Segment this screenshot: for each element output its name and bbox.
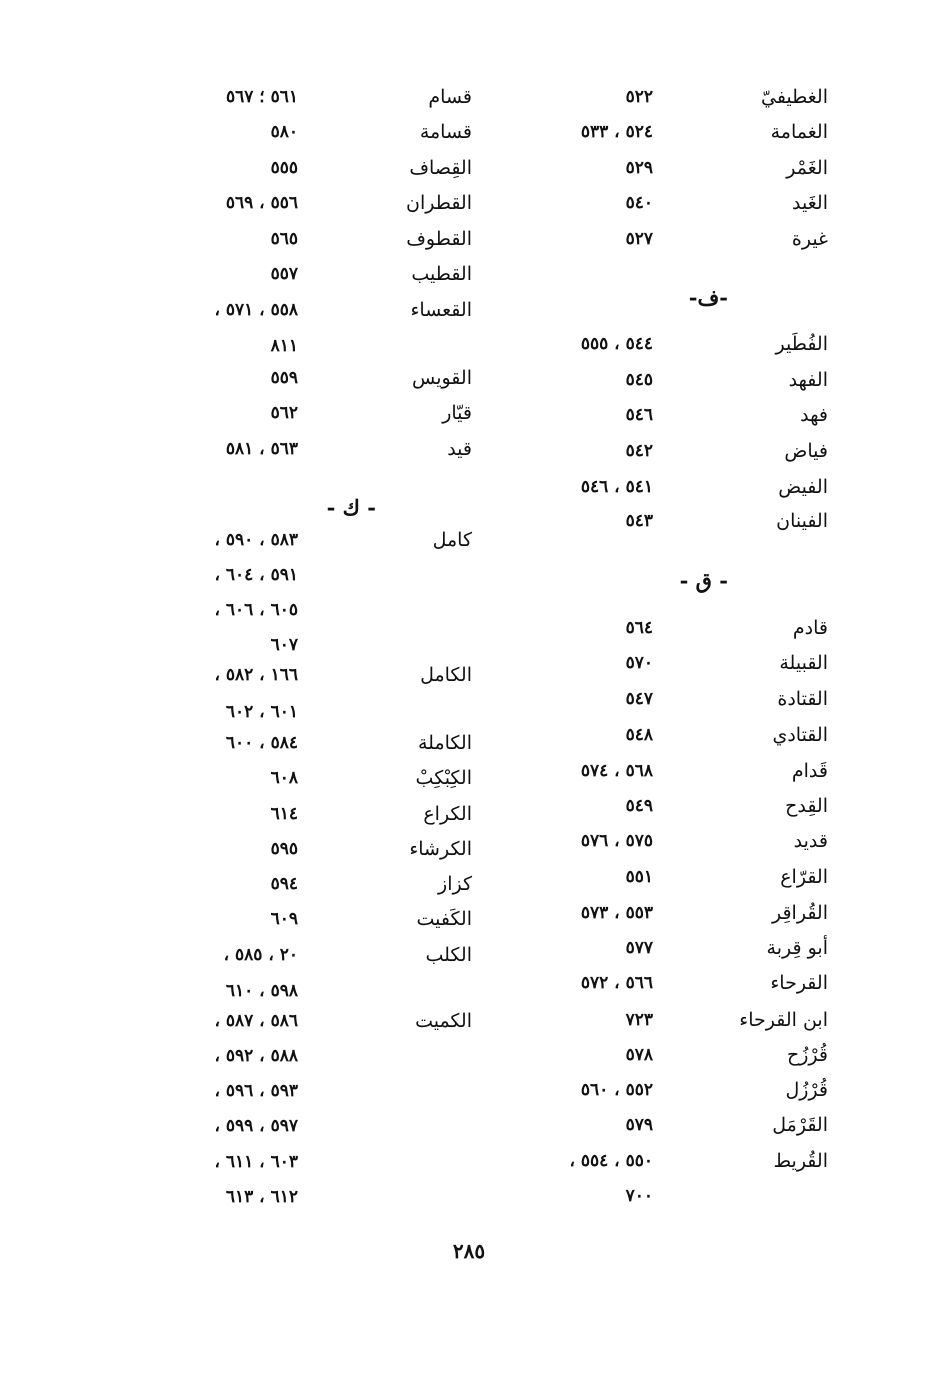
entry-name: الكرشاء: [409, 838, 472, 860]
entry-page-refs: ٦٠١ ، ٦٠٢: [225, 702, 298, 722]
entry-name: القتادة: [777, 688, 828, 710]
index-entry: [0, 331, 938, 361]
entry-page-refs: ٥٨٣ ، ٥٩٠ ،: [214, 530, 298, 550]
entry-name: قسامة: [419, 121, 472, 143]
index-entry: [0, 660, 938, 690]
page-number: ٢٨٥: [452, 1239, 486, 1263]
entry-page-refs: ٦١٢ ، ٦١٣: [225, 1187, 298, 1207]
entry-name: القطيب: [411, 263, 472, 285]
index-entry: [0, 560, 938, 590]
entry-page-refs: ٥٥٦ ، ٥٦٩: [225, 193, 298, 213]
entry-page-refs: ٥٢٢: [625, 87, 653, 107]
entry-name: غيرة: [791, 228, 828, 250]
index-entry: [0, 188, 938, 218]
entry-page-refs: ٥٨٤ ، ٦٠٠: [225, 733, 298, 753]
entry-page-refs: ٥٩٥: [270, 839, 298, 859]
index-entry: [0, 1006, 938, 1036]
entry-page-refs: ٥٢٤ ، ٥٣٣: [580, 122, 653, 142]
entry-name: الفيض: [778, 476, 828, 498]
entry-name: قادم: [792, 617, 828, 639]
entry-name: الفينان: [776, 510, 828, 532]
index-entry: [0, 1076, 938, 1106]
entry-page-refs: ٥٢٧: [625, 229, 653, 249]
entry-name: القُراقِر: [771, 902, 828, 924]
entry-name: قيد: [447, 438, 472, 460]
index-entry: [0, 976, 938, 1006]
entry-page-refs: ٥٤٢: [625, 441, 653, 461]
entry-name: الكلب: [425, 944, 472, 966]
entry-page-refs: ٦٠٩: [270, 909, 298, 929]
entry-page-refs: ٥٥٧: [270, 264, 298, 284]
entry-page-refs: ٥٤٠: [625, 193, 653, 213]
index-entry: [0, 869, 938, 899]
index-entry: [0, 1041, 938, 1071]
entry-page-refs: ٥٦٤: [625, 618, 653, 638]
entry-name: ابن القرحاء: [739, 1009, 828, 1031]
entry-name: القرّاع: [780, 866, 828, 888]
index-entry: [0, 834, 938, 864]
index-entry: [0, 117, 938, 147]
entry-name: قيّار: [442, 402, 472, 424]
entry-page-refs: ٢٠ ، ٥٨٥ ،: [223, 945, 298, 965]
entry-page-refs: ٥٤١ ، ٥٤٦: [580, 477, 653, 497]
entry-name: الكميت: [415, 1010, 472, 1032]
entry-name: القِدح: [785, 795, 828, 817]
index-entry: [0, 398, 938, 428]
entry-page-refs: ٥٤٨: [625, 725, 653, 745]
entry-name: كامل: [432, 529, 472, 551]
entry-page-refs: ٥٥٣ ، ٥٧٣: [580, 903, 653, 923]
entry-name: القِصاف: [409, 157, 472, 179]
index-entry: [0, 434, 938, 464]
entry-page-refs: ٥٧٥ ، ٥٧٦: [580, 831, 653, 851]
section-letter: -ف-: [688, 285, 728, 310]
entry-page-refs: ٥٥٥: [270, 158, 298, 178]
index-entry: [0, 940, 938, 970]
entry-page-refs: ٥٤٧: [625, 689, 653, 709]
index-entry: [0, 153, 938, 183]
entry-page-refs: ٥٢٩: [625, 158, 653, 178]
entry-page-refs: ٦٠٧: [270, 635, 298, 655]
index-entry: [0, 525, 938, 555]
entry-page-refs: ٥٥٩: [270, 368, 298, 388]
entry-page-refs: ٥٨٨ ، ٥٩٢ ،: [214, 1046, 298, 1066]
entry-name: القَرْمَل: [772, 1114, 828, 1136]
entry-page-refs: ٥٤٤ ، ٥٥٥: [580, 334, 653, 354]
entry-page-refs: ٥٦٢: [270, 403, 298, 423]
entry-name: القُريط: [773, 1150, 828, 1172]
entry-page-refs: ٥٦٥: [270, 229, 298, 249]
index-entry: [0, 1182, 938, 1212]
entry-name: الكاملة: [417, 732, 472, 754]
entry-page-refs: ٥٤٣: [625, 511, 653, 531]
entry-page-refs: ٦٠٥ ، ٦٠٦ ،: [214, 600, 298, 620]
index-entry: [0, 697, 938, 727]
entry-name: قُرْزُل: [785, 1079, 828, 1101]
index-entry: [0, 82, 938, 112]
entry-name: أبو قِربة: [766, 937, 828, 959]
section-letter: - ق -: [679, 568, 728, 593]
index-entry: [0, 799, 938, 829]
entry-name: القطوف: [406, 228, 472, 250]
entry-page-refs: ٥٩٣ ، ٥٩٦ ،: [214, 1081, 298, 1101]
index-entry: [0, 1147, 938, 1177]
entry-page-refs: ٥٧٩: [625, 1115, 653, 1135]
entry-name: فهد: [800, 404, 828, 426]
entry-page-refs: ٨١١: [270, 336, 298, 356]
index-entry: [0, 595, 938, 625]
entry-page-refs: ٥٤٦: [625, 405, 653, 425]
entry-page-refs: ٥٦٦ ، ٥٧٢: [580, 973, 653, 993]
entry-name: الغمامة: [770, 121, 828, 143]
entry-page-refs: ٥٩٨ ، ٦١٠: [225, 981, 298, 1001]
entry-name: القطران: [406, 192, 472, 214]
entry-page-refs: ٥٦١ ؛ ٥٦٧: [225, 87, 298, 107]
entry-page-refs: ٥٤٩: [625, 796, 653, 816]
entry-name: كزاز: [438, 873, 472, 895]
entry-name: القرحاء: [770, 972, 828, 994]
entry-page-refs: ٥٦٣ ، ٥٨١: [225, 439, 298, 459]
entry-page-refs: ١٦٦ ، ٥٨٢ ،: [214, 665, 298, 685]
entry-page-refs: ٥٥١: [625, 867, 653, 887]
index-entry: [0, 763, 938, 793]
entry-page-refs: ٥٩٧ ، ٥٩٩ ،: [214, 1116, 298, 1136]
entry-page-refs: ٦٠٨: [270, 768, 298, 788]
entry-page-refs: ٧٠٠: [625, 1186, 653, 1206]
entry-name: الفهد: [788, 369, 828, 391]
entry-name: القويس: [411, 367, 472, 389]
entry-name: الفُطَير: [775, 333, 828, 355]
section-heading-row: [0, 493, 938, 523]
entry-name: القعساء: [410, 299, 472, 321]
entry-page-refs: ٥٥٨ ، ٥٧١ ،: [214, 300, 298, 320]
section-letter: - ك -: [326, 495, 376, 520]
index-entry: [0, 295, 938, 325]
entry-page-refs: ٧٢٣: [625, 1010, 653, 1030]
index-entry: [0, 728, 938, 758]
entry-page-refs: ٥٧٧: [625, 938, 653, 958]
entry-name: الغَيد: [792, 192, 828, 214]
entry-page-refs: ٥٧٠: [625, 653, 653, 673]
entry-page-refs: ٥٧٨: [625, 1045, 653, 1065]
index-entry: [0, 224, 938, 254]
entry-name: القتادي: [772, 724, 828, 746]
entry-page-refs: ٥٥٠ ، ٥٥٤ ،: [569, 1151, 653, 1171]
index-entry: [0, 904, 938, 934]
entry-page-refs: ٦٠٣ ، ٦١١ ،: [214, 1152, 298, 1172]
entry-name: قديد: [793, 830, 828, 852]
entry-name: الكراع: [423, 803, 472, 825]
entry-page-refs: ٥٩٤: [270, 874, 298, 894]
entry-page-refs: ٥٨٦ ، ٥٨٧ ،: [214, 1011, 298, 1031]
entry-name: قُرْزُح: [786, 1044, 828, 1066]
entry-name: قسام: [428, 86, 472, 108]
entry-name: قَدام: [791, 760, 828, 782]
entry-page-refs: ٥٨٠: [270, 122, 298, 142]
index-entry: [0, 630, 938, 660]
entry-name: الكامل: [420, 664, 472, 686]
index-entry: [0, 259, 938, 289]
entry-page-refs: ٥٥٢ ، ٥٦٠: [580, 1080, 653, 1100]
entry-page-refs: ٦١٤: [270, 804, 298, 824]
entry-page-refs: ٥٩١ ، ٦٠٤ ،: [214, 565, 298, 585]
entry-name: القبيلة: [779, 652, 828, 674]
entry-name: الغَمْر: [786, 157, 828, 179]
index-entry: [0, 1111, 938, 1141]
entry-name: الكَفيت: [416, 908, 472, 930]
entry-name: فياض: [784, 440, 828, 462]
entry-page-refs: ٥٤٥: [625, 370, 653, 390]
entry-name: الغطيفيّ: [760, 86, 828, 108]
entry-page-refs: ٥٦٨ ، ٥٧٤: [580, 761, 653, 781]
index-entry: [0, 363, 938, 393]
entry-name: الكِبْكِبْ: [415, 767, 472, 789]
